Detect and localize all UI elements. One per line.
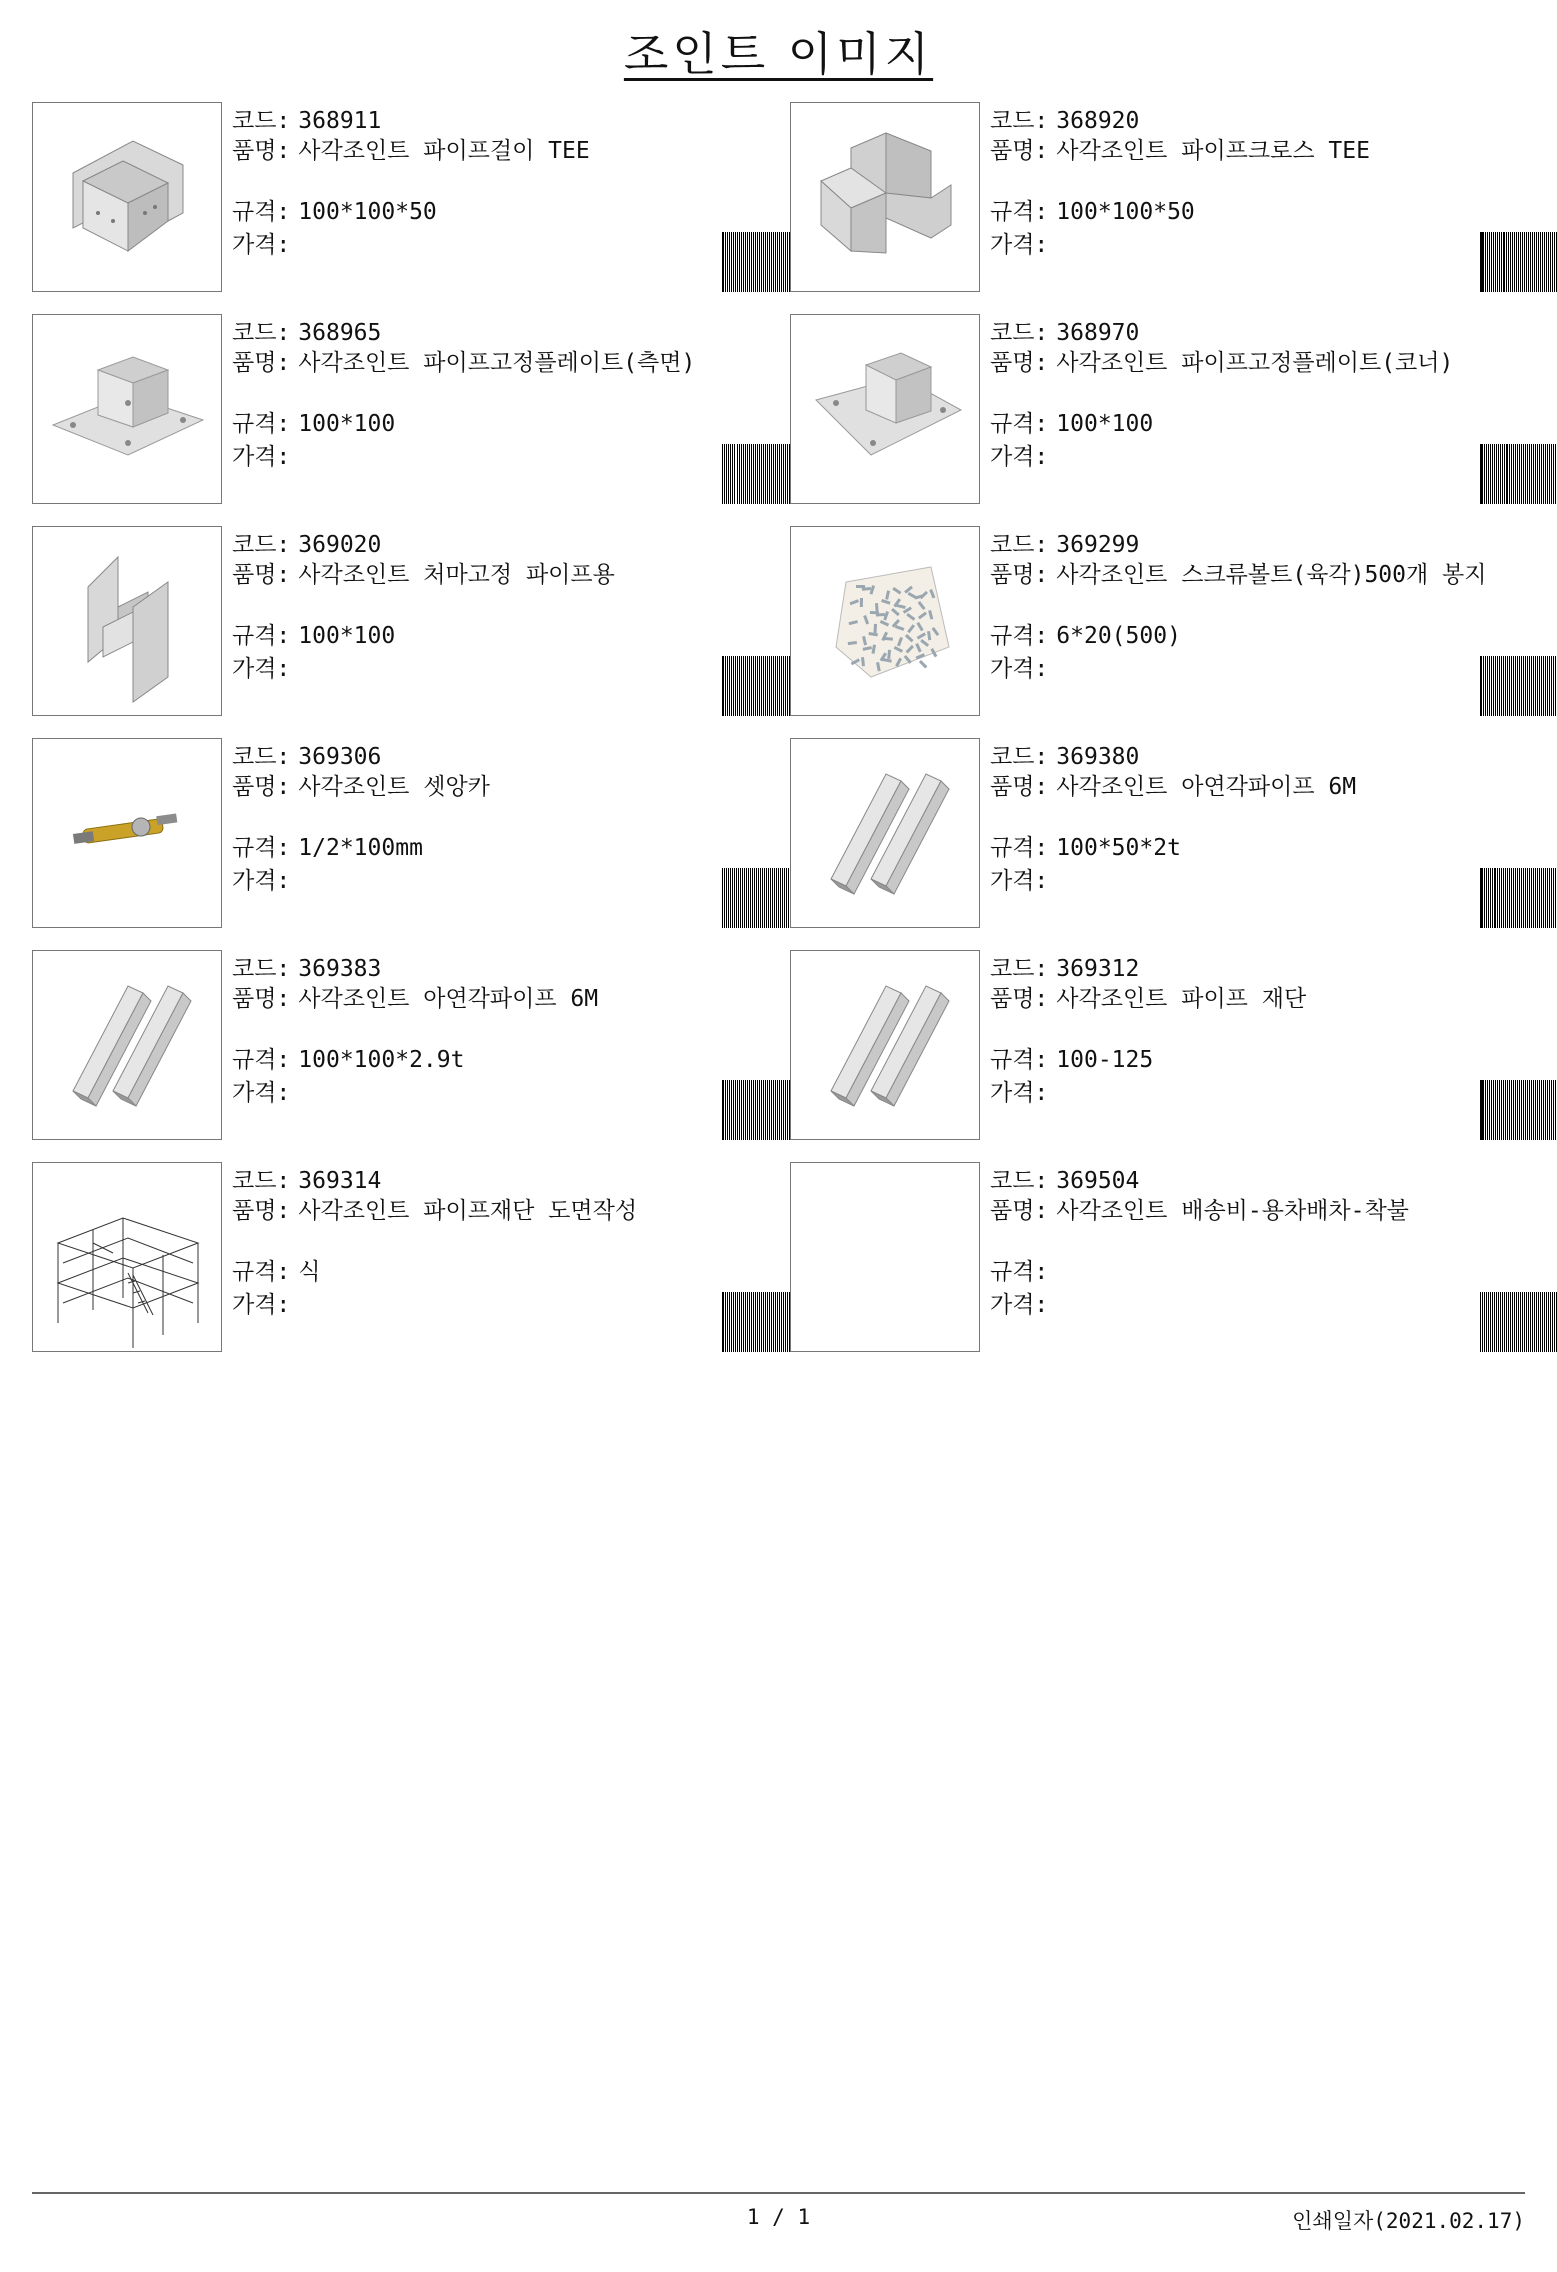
product-spec: 1/2*100mm	[298, 835, 423, 861]
name-label: 품명:	[232, 774, 291, 800]
product-image	[32, 738, 222, 928]
square-pipe-icon	[33, 951, 221, 1139]
spec-label: 규격:	[232, 199, 291, 225]
name-label: 품명:	[990, 350, 1049, 376]
product-card	[32, 950, 772, 1140]
code-label: 코드:	[990, 1168, 1049, 1194]
product-image	[32, 950, 222, 1140]
name-label: 품명:	[990, 774, 1049, 800]
product-code: 369306	[298, 744, 382, 770]
product-card	[790, 314, 1530, 504]
product-price	[290, 442, 298, 472]
barcode-image	[1480, 1080, 1557, 1140]
name-label: 품명:	[990, 562, 1049, 588]
code-label: 코드:	[232, 108, 291, 134]
code-label: 코드:	[990, 744, 1049, 770]
spec-label: 규격:	[990, 411, 1049, 437]
product-code: 369299	[1056, 532, 1140, 558]
name-label: 품명:	[990, 1198, 1049, 1224]
product-name: 사각조인트 배송비-용차배차-착불	[1056, 1198, 1409, 1224]
name-label: 품명:	[232, 350, 291, 376]
product-price	[1048, 1290, 1056, 1320]
price-label: 가격:	[232, 232, 291, 258]
spec-label: 규격:	[990, 199, 1049, 225]
spec-label: 규격:	[232, 623, 291, 649]
product-price	[1048, 1078, 1056, 1108]
name-label: 품명:	[232, 1198, 291, 1224]
product-card	[32, 526, 772, 716]
product-spec: 100*100	[298, 411, 396, 437]
structure-drawing-icon	[33, 1163, 221, 1351]
price-label: 가격:	[232, 444, 291, 470]
product-price	[290, 230, 298, 260]
product-price	[1048, 654, 1056, 684]
product-code: 368920	[1056, 108, 1140, 134]
spec-label: 규격:	[232, 835, 291, 861]
spec-label: 규격:	[232, 1259, 291, 1285]
code-label: 코드:	[232, 532, 291, 558]
product-grid	[32, 102, 1530, 1352]
spec-label: 규격:	[990, 1047, 1049, 1073]
name-label: 품명:	[990, 986, 1049, 1012]
product-card	[32, 314, 772, 504]
price-label: 가격:	[990, 656, 1049, 682]
spec-label: 규격:	[990, 623, 1049, 649]
product-name: 사각조인트 아연각파이프 6M	[298, 986, 599, 1012]
square-pipe-icon	[791, 739, 979, 927]
spec-label: 규격:	[232, 411, 291, 437]
product-code: 368970	[1056, 320, 1140, 346]
tee-bracket-icon	[33, 103, 221, 291]
product-spec: 100*100*50	[1056, 199, 1195, 225]
product-name: 사각조인트 파이프재단 도면작성	[298, 1198, 638, 1224]
product-price	[290, 654, 298, 684]
product-image	[32, 314, 222, 504]
code-label: 코드:	[232, 320, 291, 346]
product-price	[1048, 442, 1056, 472]
code-label: 코드:	[232, 956, 291, 982]
barcode-image	[1480, 1292, 1557, 1352]
price-label: 가격:	[990, 1080, 1049, 1106]
product-image	[32, 526, 222, 716]
price-label: 가격:	[990, 444, 1049, 470]
product-spec: 100*50*2t	[1056, 835, 1181, 861]
product-spec: 100*100*50	[298, 199, 437, 225]
product-image	[790, 1162, 980, 1352]
product-card	[32, 102, 772, 292]
product-name: 사각조인트 아연각파이프 6M	[1056, 774, 1357, 800]
product-code: 369504	[1056, 1168, 1140, 1194]
product-name: 사각조인트 파이프걸이 TEE	[298, 138, 590, 164]
product-image	[790, 738, 980, 928]
product-image	[32, 1162, 222, 1352]
product-name: 사각조인트 셋앙카	[298, 774, 490, 800]
product-name: 사각조인트 파이프크로스 TEE	[1056, 138, 1370, 164]
product-name: 사각조인트 파이프고정플레이트(코너)	[1056, 350, 1454, 376]
barcode-image	[1480, 444, 1557, 504]
product-spec: 6*20(500)	[1056, 623, 1181, 649]
base-plate-corner-icon	[791, 315, 979, 503]
product-name: 사각조인트 파이프 재단	[1056, 986, 1307, 1012]
barcode-image	[1480, 232, 1557, 292]
product-code: 369383	[298, 956, 382, 982]
footer-divider	[32, 2192, 1525, 2194]
price-label: 가격:	[232, 868, 291, 894]
product-card	[790, 738, 1530, 928]
barcode-image	[1480, 868, 1557, 928]
product-spec: 100*100	[1056, 411, 1154, 437]
code-label: 코드:	[990, 108, 1049, 134]
product-card	[790, 1162, 1530, 1352]
product-spec: 100*100*2.9t	[298, 1047, 465, 1073]
product-name: 사각조인트 스크류볼트(육각)500개 봉지	[1056, 562, 1487, 588]
price-label: 가격:	[990, 232, 1049, 258]
price-label: 가격:	[990, 868, 1049, 894]
spec-label: 규격:	[990, 835, 1049, 861]
product-card	[790, 102, 1530, 292]
price-label: 가격:	[232, 1080, 291, 1106]
product-card	[32, 1162, 772, 1352]
print-date: 인쇄일자(2021.02.17)	[1292, 2209, 1525, 2233]
product-image	[790, 314, 980, 504]
product-price	[1048, 866, 1056, 896]
product-name: 사각조인트 처마고정 파이프용	[298, 562, 615, 588]
product-price	[290, 866, 298, 896]
product-card	[790, 526, 1530, 716]
price-label: 가격:	[232, 656, 291, 682]
product-code: 368911	[298, 108, 382, 134]
product-code: 369314	[298, 1168, 382, 1194]
product-image	[32, 102, 222, 292]
eave-bracket-icon	[33, 527, 221, 715]
product-code: 368965	[298, 320, 382, 346]
page-number: 1 / 1	[746, 2205, 811, 2229]
code-label: 코드:	[990, 320, 1049, 346]
product-image	[790, 102, 980, 292]
product-image	[790, 950, 980, 1140]
spec-label: 규격:	[990, 1259, 1049, 1285]
code-label: 코드:	[990, 532, 1049, 558]
anchor-bolt-icon	[33, 739, 221, 927]
product-price	[290, 1078, 298, 1108]
name-label: 품명:	[232, 138, 291, 164]
name-label: 품명:	[990, 138, 1049, 164]
product-card	[32, 738, 772, 928]
barcode-image	[1480, 656, 1557, 716]
name-label: 품명:	[232, 986, 291, 1012]
code-label: 코드:	[232, 1168, 291, 1194]
product-code: 369020	[298, 532, 382, 558]
price-label: 가격:	[990, 1292, 1049, 1318]
base-plate-side-icon	[33, 315, 221, 503]
product-price	[1048, 230, 1056, 260]
square-pipe-icon	[791, 951, 979, 1139]
product-card	[790, 950, 1530, 1140]
spec-label: 규격:	[232, 1047, 291, 1073]
product-code: 369312	[1056, 956, 1140, 982]
product-spec	[1048, 1257, 1056, 1287]
screw-bag-icon	[791, 527, 979, 715]
product-price	[290, 1290, 298, 1320]
cross-bracket-icon	[791, 103, 979, 291]
code-label: 코드:	[990, 956, 1049, 982]
product-spec: 100*100	[298, 623, 396, 649]
price-label: 가격:	[232, 1292, 291, 1318]
product-name: 사각조인트 파이프고정플레이트(측면)	[298, 350, 696, 376]
product-spec: 식	[298, 1259, 321, 1285]
page-title: 조인트 이미지	[623, 27, 934, 81]
product-spec: 100-125	[1056, 1047, 1154, 1073]
product-code: 369380	[1056, 744, 1140, 770]
code-label: 코드:	[232, 744, 291, 770]
product-image	[790, 526, 980, 716]
name-label: 품명:	[232, 562, 291, 588]
